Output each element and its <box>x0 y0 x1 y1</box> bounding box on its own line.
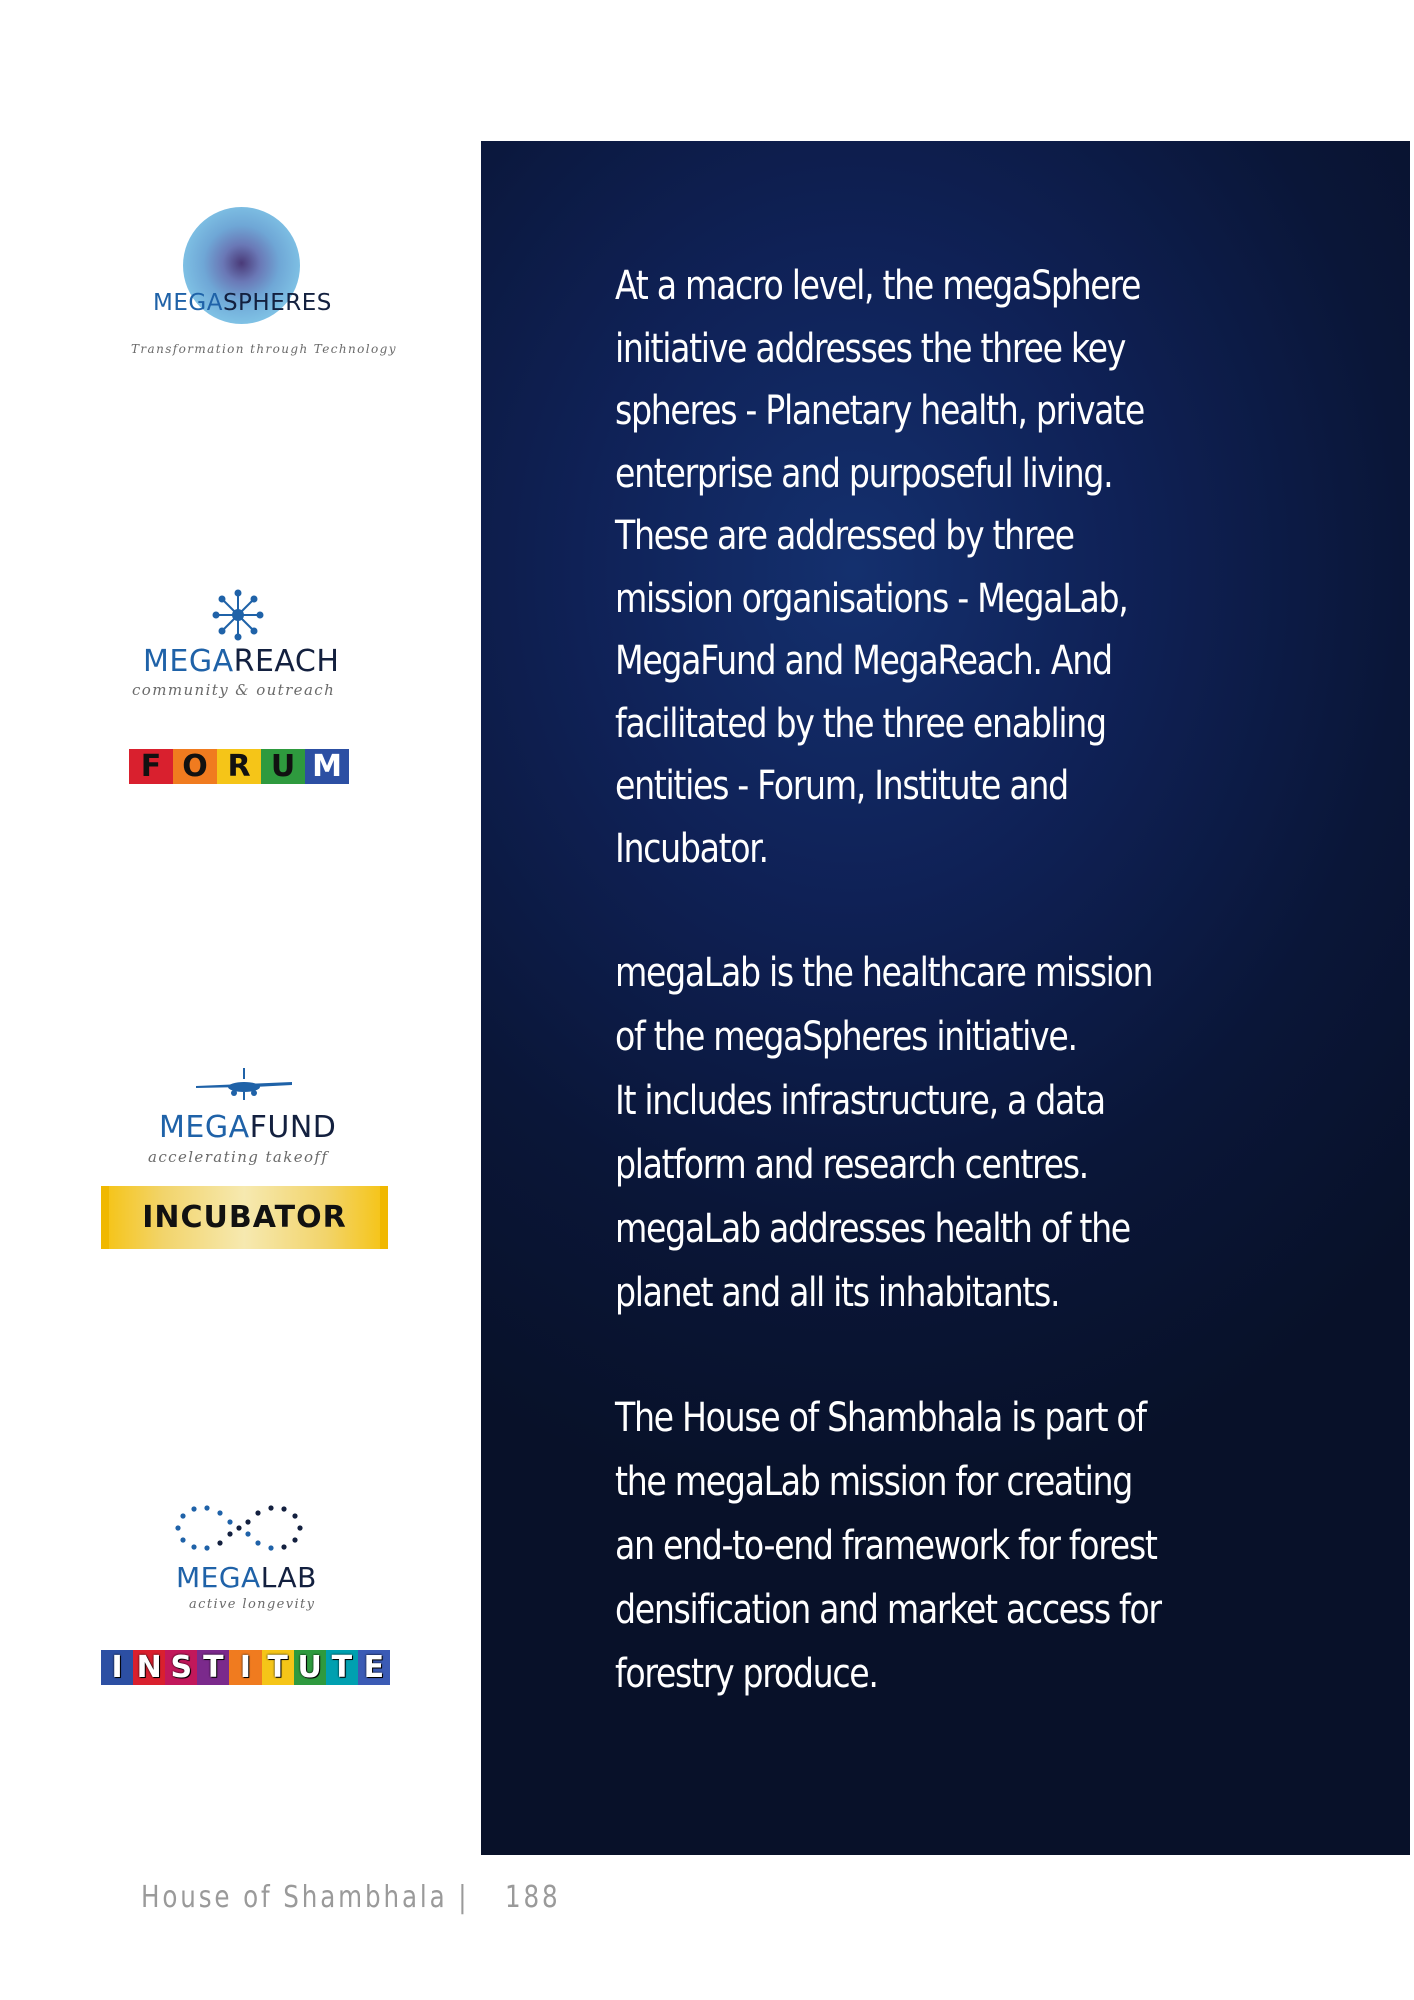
institute-letter: T <box>197 1650 229 1685</box>
megafund-tagline: accelerating takeoff <box>148 1148 329 1166</box>
network-icon <box>209 588 267 642</box>
content-panel <box>481 141 1410 1855</box>
forum-badge <box>129 735 349 797</box>
paragraph-megasphere-overview: At a macro level, the megaSphere initiative addresses the three key spheres - Planetary health, private enterprise and purposeful living. These are addressed by three mission organisations - MegaLab, MegaFund and MegaReach. And facilitated by the three enabling entities - Forum, Institute and Incubator. <box>615 263 1144 872</box>
megafund-wordmark: MEGAFUND <box>159 1110 337 1145</box>
paragraph-megalab-mission: megaLab is the healthcare mission of the megaSpheres initiative. It includes infrastructure, a data platform and research centres. megaLab addresses health of the planet and all its inhabitants. <box>615 950 1153 1316</box>
institute-letter: N <box>133 1650 165 1685</box>
institute-letter: T <box>326 1650 358 1685</box>
institute-letter: I <box>101 1650 133 1685</box>
megareach-wordmark: MEGAREACH <box>143 644 340 679</box>
infinity-dots-icon <box>170 1500 308 1556</box>
megalab-tagline: active longevity <box>189 1597 316 1612</box>
megaspheres-wordmark: MEGASPHERES <box>153 290 332 316</box>
airplane-icon <box>194 1066 294 1102</box>
megareach-tagline: community & outreach <box>132 681 336 699</box>
megalab-wordmark: MEGALAB <box>176 1561 317 1594</box>
institute-letter: U <box>294 1650 326 1685</box>
institute-letter: E <box>358 1650 390 1685</box>
footer-title: House of Shambhala | <box>141 1880 470 1915</box>
forum-letter: O <box>173 749 217 784</box>
paragraph-house-of-shambhala: The House of Shambhala is part of the megaLab mission for creating an end-to-end framework for forest densification and market access for forestry produce. <box>615 1395 1161 1697</box>
page-number: 188 <box>505 1880 561 1915</box>
megaspheres-tagline: Transformation through Technology <box>131 342 397 356</box>
incubator-badge: INCUBATOR <box>101 1186 388 1249</box>
forum-letter: M <box>305 749 349 784</box>
institute-letter: T <box>262 1650 294 1685</box>
institute-letter: I <box>229 1650 261 1685</box>
institute-badge <box>101 1632 390 1702</box>
institute-letter: S <box>165 1650 197 1685</box>
forum-letter: U <box>261 749 305 784</box>
forum-letter: R <box>217 749 261 784</box>
forum-letter: F <box>129 749 173 784</box>
